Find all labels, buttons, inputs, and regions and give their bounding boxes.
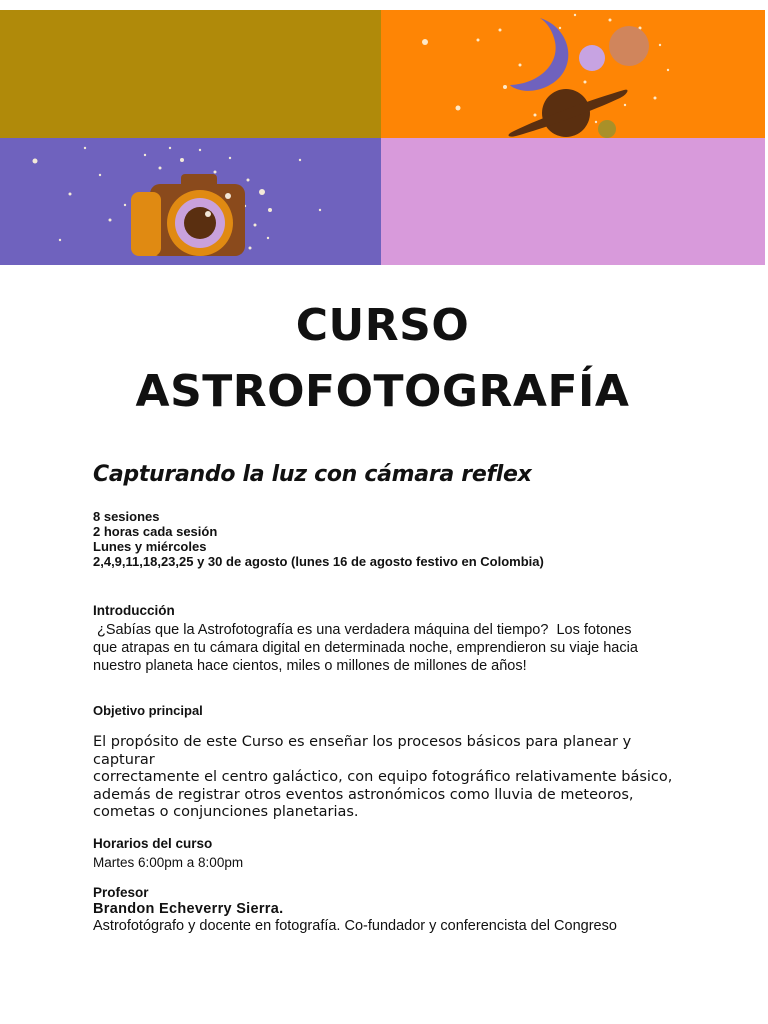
objective-heading: Objetivo principal xyxy=(93,703,203,718)
objective-line: El propósito de este Curso es enseñar los procesos básicos para planear y capturar xyxy=(93,734,632,768)
detail-days: Lunes y miércoles xyxy=(93,539,207,554)
intro-line: ¿Sabías que la Astrofotografía es una verdadera máquina del tiempo? Los fotones xyxy=(93,622,632,638)
intro-line: que atrapas en tu cámara digital en determinada noche, emprendieron su viaje hacia xyxy=(93,640,638,656)
detail-dates: 2,4,9,11,18,23,25 y 30 de agosto (lunes 16 de agosto festivo en Colombia) xyxy=(93,554,544,569)
course-title-line1: CURSO xyxy=(295,300,470,351)
camera-icon xyxy=(131,174,245,256)
objective-line: además de registrar otros eventos astronómicos como lluvia de meteoros, xyxy=(93,786,634,803)
planet-icon xyxy=(609,26,649,66)
schedule-text: Martes 6:00pm a 8:00pm xyxy=(93,855,244,870)
header-banner xyxy=(0,10,765,265)
schedule-heading: Horarios del curso xyxy=(93,836,213,851)
professor-name: Brandon Echeverry Sierra. xyxy=(93,901,284,917)
intro-text xyxy=(93,621,638,675)
banner-illustration xyxy=(0,10,765,265)
detail-sessions: 8 sesiones xyxy=(93,509,160,524)
planet-icon xyxy=(579,45,605,71)
objective-line: correctamente el centro galáctico, con equipo fotográfico relativamente básico, xyxy=(93,769,673,785)
objective-text xyxy=(93,734,693,822)
planet-icon xyxy=(598,120,616,138)
intro-heading: Introducción xyxy=(93,603,175,618)
course-subtitle: Capturando la luz con cámara reflex xyxy=(93,462,532,487)
professor-bio: Astrofotógrafo y docente en fotografía. Co-fundador y conferencista del Congreso xyxy=(93,918,617,934)
objective-line: cometas o conjunciones planetarias. xyxy=(93,804,359,820)
detail-duration: 2 horas cada sesión xyxy=(93,524,218,539)
course-title-line2: ASTROFOTOGRAFÍA xyxy=(135,366,630,417)
professor-heading: Profesor xyxy=(93,885,149,900)
intro-line: nuestro planeta hace cientos, miles o millones de millones de años! xyxy=(93,658,527,674)
course-details xyxy=(93,509,544,569)
